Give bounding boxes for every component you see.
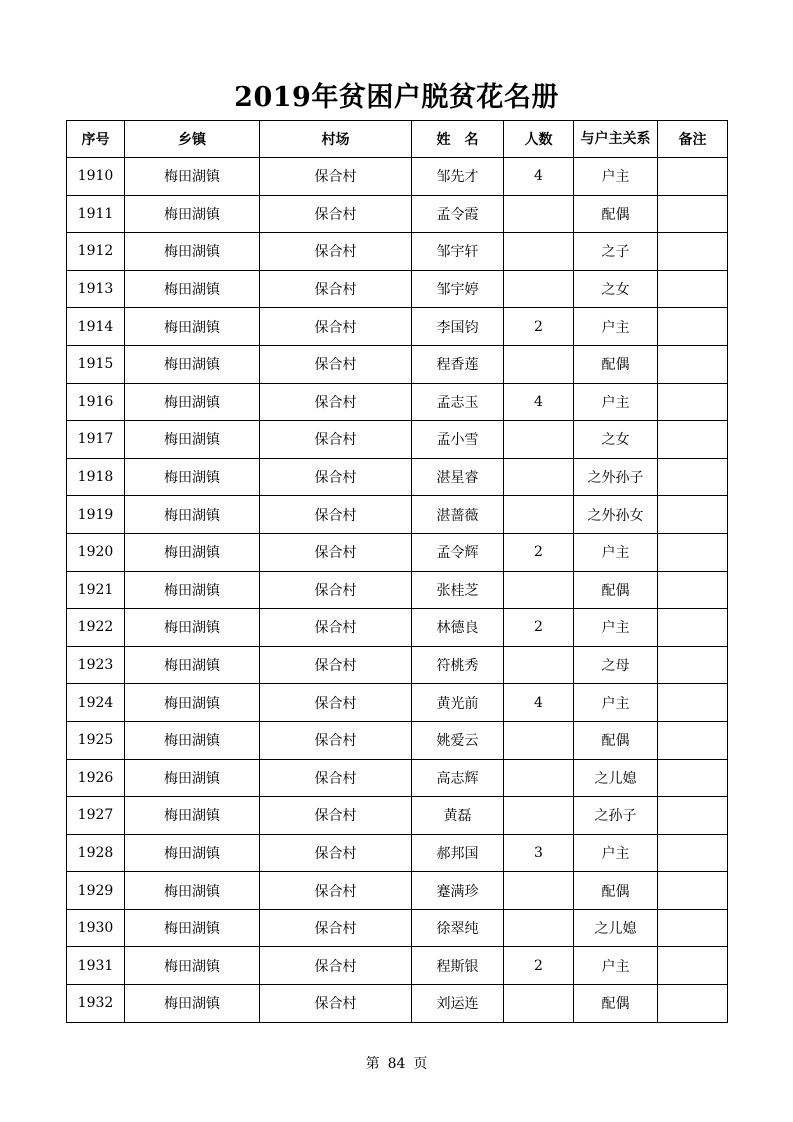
table-row xyxy=(67,985,728,1023)
row-household-size xyxy=(504,458,574,496)
row-township: 梅田湖镇 xyxy=(125,609,260,647)
row-relationship: 配偶 xyxy=(574,872,658,910)
row-index: 1923 xyxy=(67,646,125,684)
col-header-relationship-label: 与户主关系 xyxy=(580,130,651,147)
table-row xyxy=(67,759,728,797)
col-header-remarks: 备注 xyxy=(658,121,728,158)
table-row xyxy=(67,383,728,421)
row-household-size xyxy=(504,797,574,835)
row-household-size: 4 xyxy=(504,684,574,722)
row-relationship: 之女 xyxy=(574,270,658,308)
row-relationship: 户主 xyxy=(574,158,658,196)
row-name: 程斯银 xyxy=(412,947,504,985)
row-index: 1928 xyxy=(67,834,125,872)
table-row xyxy=(67,684,728,722)
row-township: 梅田湖镇 xyxy=(125,421,260,459)
row-relationship: 之外孙女 xyxy=(574,496,658,534)
row-remarks xyxy=(658,421,728,459)
row-index: 1918 xyxy=(67,458,125,496)
row-village: 保合村 xyxy=(260,872,412,910)
row-township: 梅田湖镇 xyxy=(125,684,260,722)
row-remarks xyxy=(658,947,728,985)
row-village: 保合村 xyxy=(260,345,412,383)
row-relationship: 之儿媳 xyxy=(574,759,658,797)
row-index: 1929 xyxy=(67,872,125,910)
row-relationship: 配偶 xyxy=(574,721,658,759)
table-row xyxy=(67,270,728,308)
row-name: 符桃秀 xyxy=(412,646,504,684)
row-household-size: 2 xyxy=(504,609,574,647)
row-township: 梅田湖镇 xyxy=(125,909,260,947)
row-name: 湛蔷薇 xyxy=(412,496,504,534)
row-household-size xyxy=(504,496,574,534)
col-header-relationship xyxy=(574,121,658,158)
row-remarks xyxy=(658,646,728,684)
row-household-size xyxy=(504,571,574,609)
row-township: 梅田湖镇 xyxy=(125,458,260,496)
row-index: 1916 xyxy=(67,383,125,421)
row-name: 孟志玉 xyxy=(412,383,504,421)
row-name: 徐翠纯 xyxy=(412,909,504,947)
row-relationship: 户主 xyxy=(574,947,658,985)
footer-suffix: 页 xyxy=(413,1056,428,1072)
row-remarks xyxy=(658,533,728,571)
row-village: 保合村 xyxy=(260,909,412,947)
row-index: 1913 xyxy=(67,270,125,308)
row-remarks xyxy=(658,233,728,271)
row-relationship: 之子 xyxy=(574,233,658,271)
row-index: 1932 xyxy=(67,985,125,1023)
table-row xyxy=(67,458,728,496)
row-village: 保合村 xyxy=(260,533,412,571)
poverty-roster-table xyxy=(66,120,728,1023)
row-relationship: 配偶 xyxy=(574,571,658,609)
table-row xyxy=(67,872,728,910)
table-row xyxy=(67,646,728,684)
row-township: 梅田湖镇 xyxy=(125,872,260,910)
row-village: 保合村 xyxy=(260,834,412,872)
row-remarks xyxy=(658,609,728,647)
row-township: 梅田湖镇 xyxy=(125,533,260,571)
row-index: 1931 xyxy=(67,947,125,985)
table-row xyxy=(67,571,728,609)
row-village: 保合村 xyxy=(260,158,412,196)
row-remarks xyxy=(658,195,728,233)
row-index: 1921 xyxy=(67,571,125,609)
row-village: 保合村 xyxy=(260,609,412,647)
row-remarks xyxy=(658,834,728,872)
row-relationship: 之母 xyxy=(574,646,658,684)
row-remarks xyxy=(658,759,728,797)
row-household-size xyxy=(504,421,574,459)
row-remarks xyxy=(658,721,728,759)
footer-prefix: 第 xyxy=(365,1056,380,1072)
row-index: 1915 xyxy=(67,345,125,383)
row-index: 1919 xyxy=(67,496,125,534)
row-relationship: 之儿媳 xyxy=(574,909,658,947)
row-household-size xyxy=(504,195,574,233)
row-remarks xyxy=(658,458,728,496)
row-household-size: 3 xyxy=(504,834,574,872)
row-relationship: 户主 xyxy=(574,533,658,571)
row-village: 保合村 xyxy=(260,646,412,684)
row-name: 林德良 xyxy=(412,609,504,647)
table-row xyxy=(67,233,728,271)
row-name: 孟小雪 xyxy=(412,421,504,459)
row-village: 保合村 xyxy=(260,308,412,346)
page-title: 2019年贫困户脱贫花名册 xyxy=(234,82,559,113)
row-relationship: 户主 xyxy=(574,308,658,346)
table-row xyxy=(67,345,728,383)
col-header-index: 序号 xyxy=(67,121,125,158)
row-remarks xyxy=(658,383,728,421)
row-township: 梅田湖镇 xyxy=(125,195,260,233)
row-relationship: 户主 xyxy=(574,609,658,647)
header-row xyxy=(67,121,728,158)
row-household-size xyxy=(504,345,574,383)
row-township: 梅田湖镇 xyxy=(125,759,260,797)
col-header-name: 姓 名 xyxy=(412,121,504,158)
row-relationship: 之孙子 xyxy=(574,797,658,835)
page-footer xyxy=(0,1054,793,1074)
row-remarks xyxy=(658,909,728,947)
row-name: 邹宇轩 xyxy=(412,233,504,271)
row-household-size xyxy=(504,270,574,308)
row-name: 姚爱云 xyxy=(412,721,504,759)
row-township: 梅田湖镇 xyxy=(125,571,260,609)
row-index: 1925 xyxy=(67,721,125,759)
row-township: 梅田湖镇 xyxy=(125,834,260,872)
table-row xyxy=(67,909,728,947)
row-village: 保合村 xyxy=(260,684,412,722)
row-township: 梅田湖镇 xyxy=(125,383,260,421)
row-village: 保合村 xyxy=(260,797,412,835)
row-name: 蹇满珍 xyxy=(412,872,504,910)
row-name: 刘运连 xyxy=(412,985,504,1023)
table-row xyxy=(67,421,728,459)
row-remarks xyxy=(658,345,728,383)
row-index: 1920 xyxy=(67,533,125,571)
table-row xyxy=(67,308,728,346)
row-village: 保合村 xyxy=(260,458,412,496)
row-relationship: 之外孙子 xyxy=(574,458,658,496)
table-row xyxy=(67,533,728,571)
row-index: 1922 xyxy=(67,609,125,647)
table-row xyxy=(67,158,728,196)
row-township: 梅田湖镇 xyxy=(125,985,260,1023)
row-relationship: 户主 xyxy=(574,684,658,722)
table-row xyxy=(67,834,728,872)
page-number: 84 xyxy=(387,1056,406,1072)
row-remarks xyxy=(658,684,728,722)
row-township: 梅田湖镇 xyxy=(125,308,260,346)
table-row xyxy=(67,797,728,835)
row-village: 保合村 xyxy=(260,985,412,1023)
row-index: 1917 xyxy=(67,421,125,459)
table-row xyxy=(67,195,728,233)
row-name: 邹宇婷 xyxy=(412,270,504,308)
row-remarks xyxy=(658,872,728,910)
row-township: 梅田湖镇 xyxy=(125,270,260,308)
row-household-size xyxy=(504,872,574,910)
row-name: 黄磊 xyxy=(412,797,504,835)
row-name: 湛星睿 xyxy=(412,458,504,496)
row-household-size xyxy=(504,233,574,271)
row-relationship: 配偶 xyxy=(574,195,658,233)
row-name: 张桂芝 xyxy=(412,571,504,609)
row-household-size: 4 xyxy=(504,383,574,421)
row-remarks xyxy=(658,308,728,346)
row-township: 梅田湖镇 xyxy=(125,947,260,985)
row-township: 梅田湖镇 xyxy=(125,646,260,684)
row-township: 梅田湖镇 xyxy=(125,345,260,383)
row-household-size xyxy=(504,909,574,947)
row-index: 1930 xyxy=(67,909,125,947)
row-township: 梅田湖镇 xyxy=(125,158,260,196)
row-index: 1927 xyxy=(67,797,125,835)
row-relationship: 户主 xyxy=(574,383,658,421)
row-name: 孟令辉 xyxy=(412,533,504,571)
row-household-size: 2 xyxy=(504,947,574,985)
row-index: 1910 xyxy=(67,158,125,196)
row-name: 孟令霞 xyxy=(412,195,504,233)
table-row xyxy=(67,609,728,647)
row-remarks xyxy=(658,797,728,835)
row-relationship: 户主 xyxy=(574,834,658,872)
row-household-size: 4 xyxy=(504,158,574,196)
roster-body xyxy=(67,158,728,1023)
table-row xyxy=(67,721,728,759)
row-household-size: 2 xyxy=(504,533,574,571)
row-relationship: 之女 xyxy=(574,421,658,459)
row-household-size xyxy=(504,721,574,759)
row-township: 梅田湖镇 xyxy=(125,797,260,835)
row-township: 梅田湖镇 xyxy=(125,721,260,759)
row-remarks xyxy=(658,571,728,609)
row-village: 保合村 xyxy=(260,759,412,797)
row-relationship: 配偶 xyxy=(574,345,658,383)
row-village: 保合村 xyxy=(260,571,412,609)
row-household-size xyxy=(504,646,574,684)
row-remarks xyxy=(658,985,728,1023)
col-header-household-size: 人数 xyxy=(504,121,574,158)
row-name: 邹先才 xyxy=(412,158,504,196)
row-relationship: 配偶 xyxy=(574,985,658,1023)
row-remarks xyxy=(658,496,728,534)
row-index: 1912 xyxy=(67,233,125,271)
row-village: 保合村 xyxy=(260,496,412,534)
row-name: 程香莲 xyxy=(412,345,504,383)
row-household-size: 2 xyxy=(504,308,574,346)
row-name: 李国钧 xyxy=(412,308,504,346)
row-household-size xyxy=(504,985,574,1023)
row-village: 保合村 xyxy=(260,383,412,421)
col-header-village: 村场 xyxy=(260,121,412,158)
row-village: 保合村 xyxy=(260,947,412,985)
row-name: 高志辉 xyxy=(412,759,504,797)
row-village: 保合村 xyxy=(260,195,412,233)
row-household-size xyxy=(504,759,574,797)
table-row xyxy=(67,947,728,985)
row-index: 1926 xyxy=(67,759,125,797)
row-village: 保合村 xyxy=(260,421,412,459)
row-index: 1911 xyxy=(67,195,125,233)
row-index: 1924 xyxy=(67,684,125,722)
row-village: 保合村 xyxy=(260,233,412,271)
table-row xyxy=(67,496,728,534)
row-name: 黄光前 xyxy=(412,684,504,722)
row-name: 郝邦国 xyxy=(412,834,504,872)
row-remarks xyxy=(658,158,728,196)
row-village: 保合村 xyxy=(260,270,412,308)
col-header-township: 乡镇 xyxy=(125,121,260,158)
row-township: 梅田湖镇 xyxy=(125,496,260,534)
row-remarks xyxy=(658,270,728,308)
row-township: 梅田湖镇 xyxy=(125,233,260,271)
row-index: 1914 xyxy=(67,308,125,346)
row-village: 保合村 xyxy=(260,721,412,759)
